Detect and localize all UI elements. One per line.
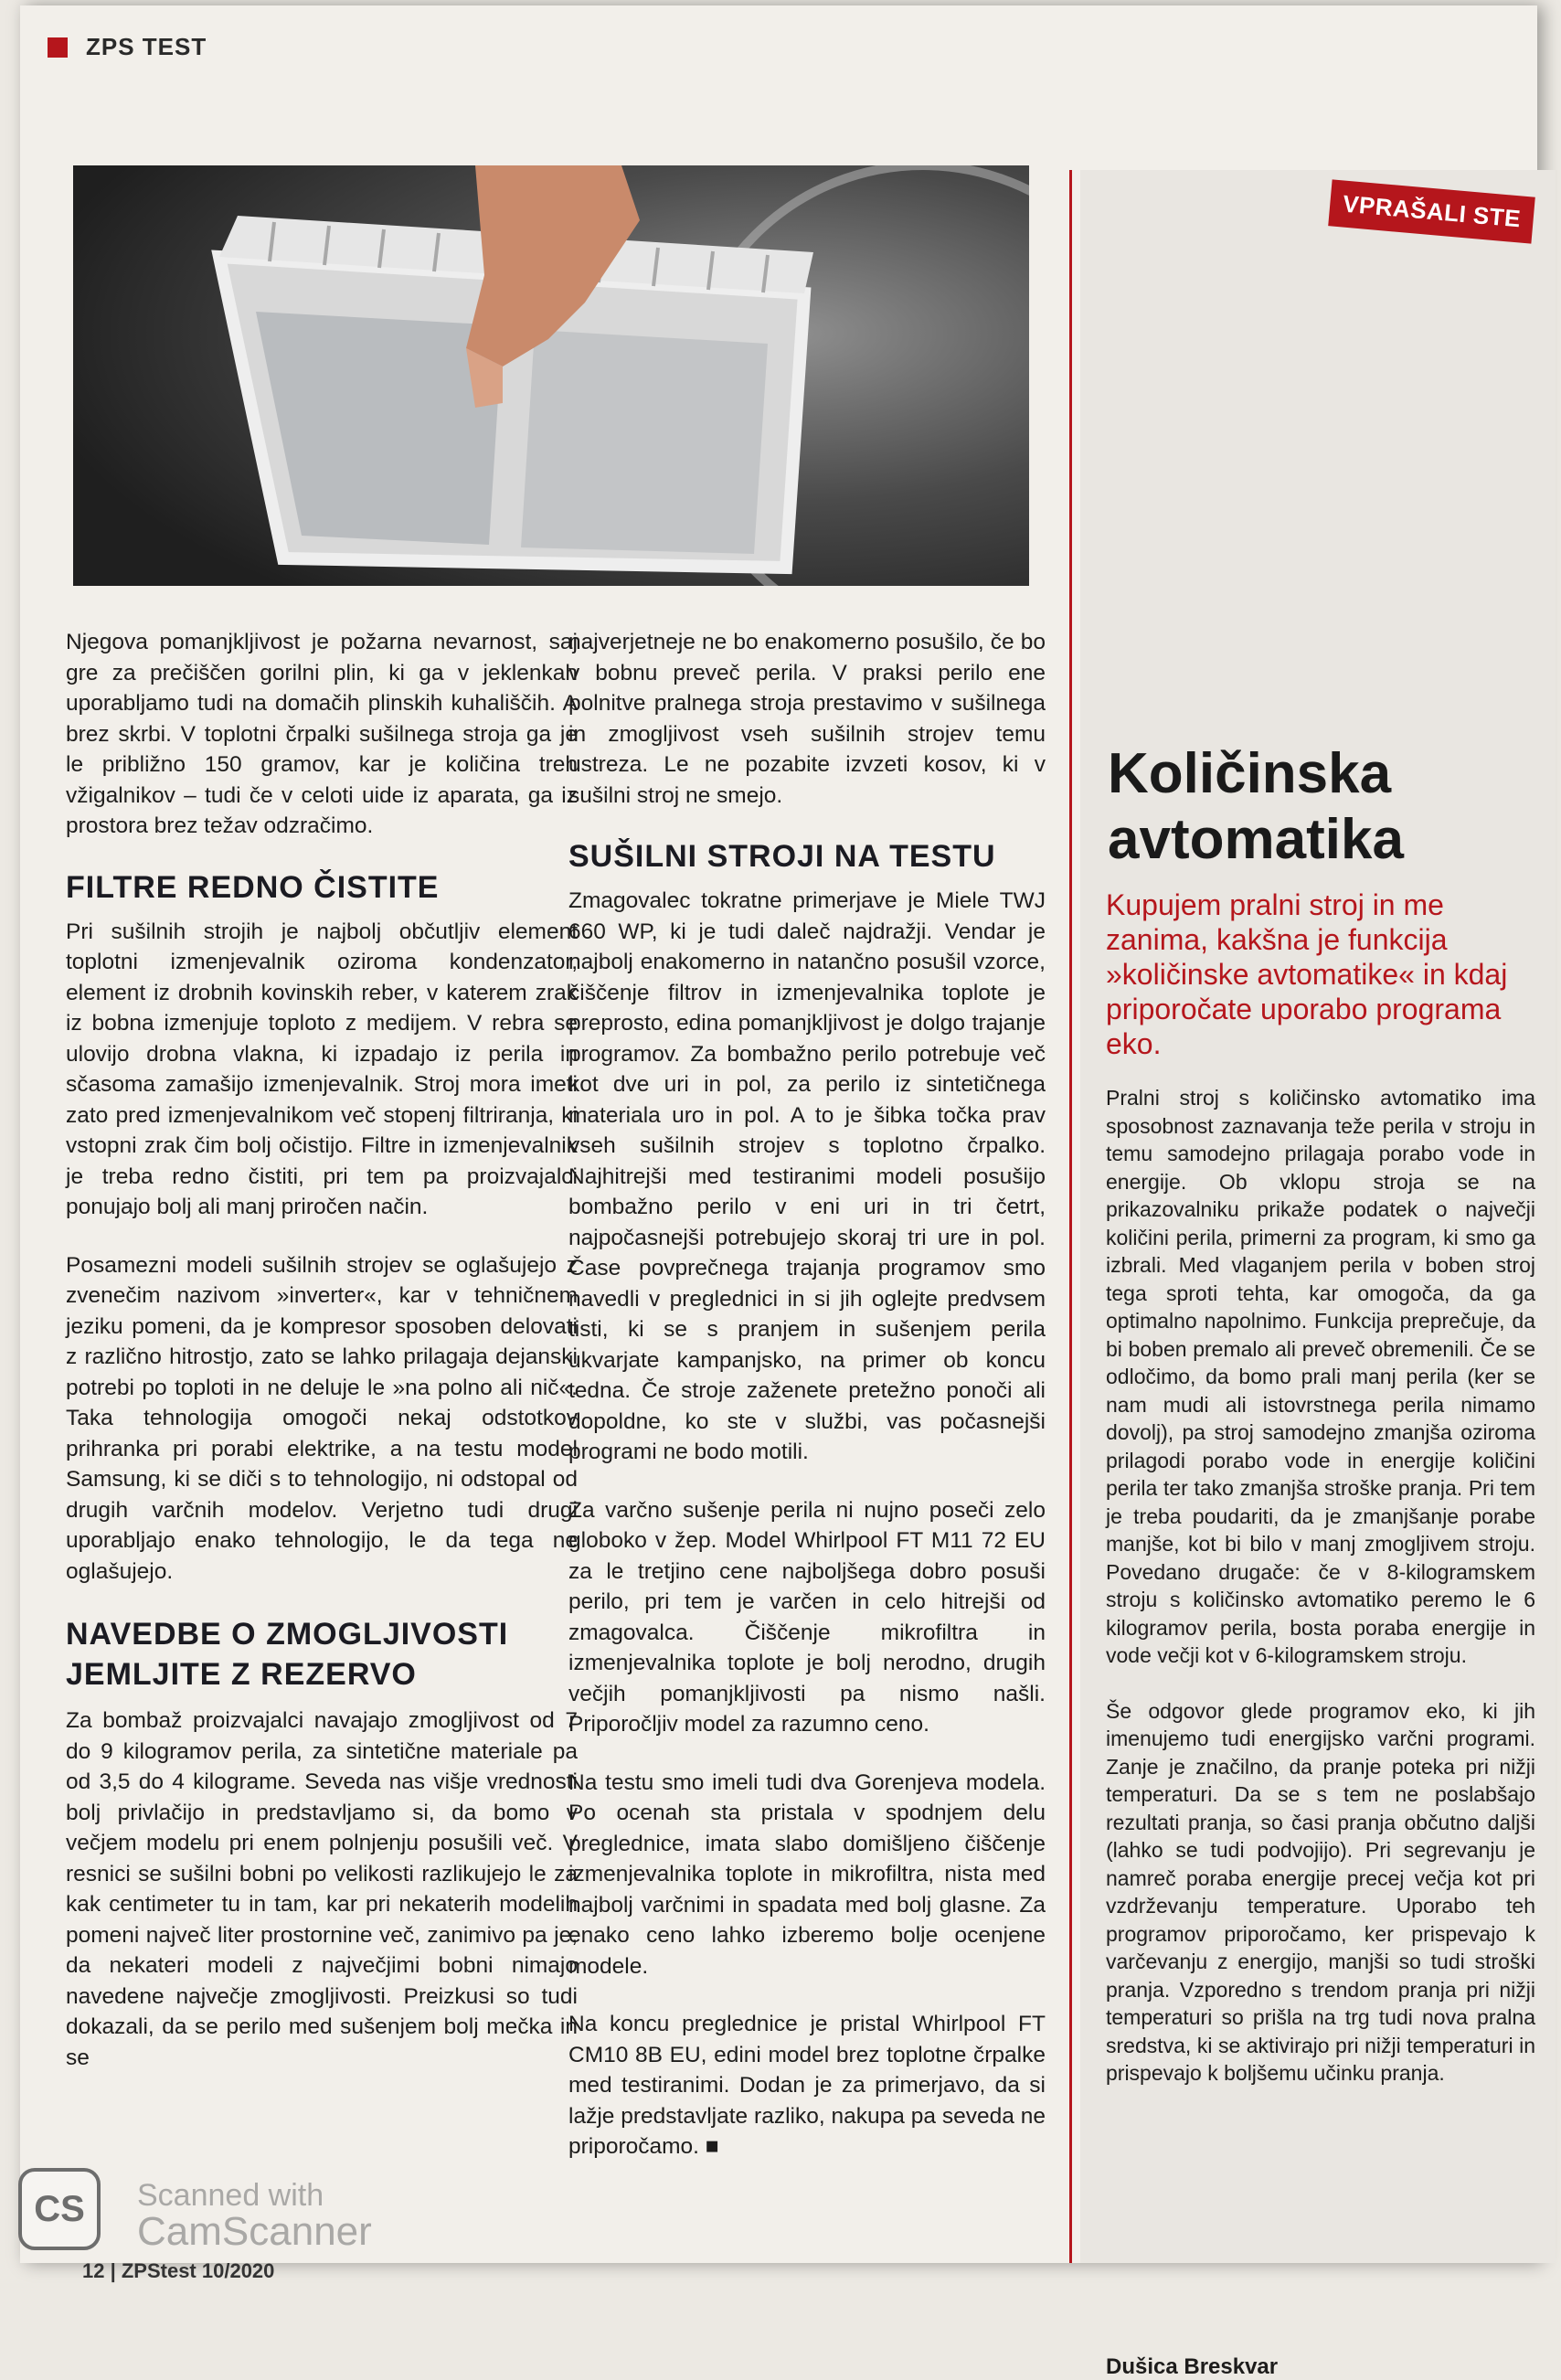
dryer-filter-photo [73,165,1029,586]
section-header [48,33,207,61]
paragraph: Zmagovalec tokratne primerjave je Miele TWJ 660 WP, ki je tudi daleč najdražji. Vendar je najbolj enakomerno in natančno posušil vzorce, čiščenje filtrov in izmenjevalnika toplote je preprosto, edina pomanjkljivost je dolgo trajanje programov. Za bombažno perilo potrebuje več kot dve uri in pol, za perilo iz sintetičnega materiala uro in pol. A to je šibka točka prav vseh sušilnih strojev s toplotno črpalko. Najhitrejši med testiranimi modeli posušijo bombažno perilo v eni uri in tri četrt, najpočasnejši potrebujejo skoraj tri ure in pol. Čase povprečnega trajanja programov smo navedli v preglednici in si jih oglejte predvsem tisti, ki se s pranjem in sušenjem perila ukvarjate kampanjsko, na primer ob koncu tedna. Če stroje zaženete pretežno ponoči ali dopoldne, ko ste v službi, vas počasnejši programi ne bodo motili. [568,888,1046,1464]
heading-filters: FILTRE REDNO ČISTITE [66,869,440,905]
paragraph: Pralni stroj s količinsko avtomatiko ima sposobnost zaznavanja teže perila v stroju in temu samodejno prilagaja porabo vode in energije. Ob vklopu stroja se na prikazovalniku prikaže podatek o največji količini perila, primerni za program, ki smo ga izbrali. Med vlaganjem perila v boben stroj tega sproti tehta, kar omogoča, da ga optimalno napolnimo. Funkcija preprečuje, da bi boben premalo ali preveč obremenili. Če se odločimo, da bomo prali manj perila (ker se nam mudi ali istovrstnega perila nimamo dovolj), pa stroj samodejno zmanjša oziroma prilagodi porabo vode in energije količini perila ter tako zmanjša stroške pranja. Pri tem je treba poudariti, da je zmanjšanje porabe manjše, kot bi bilo v manj zmogljivem stroju. Povedano drugače: če v 8-kilogramskem stroju s količinsko avtomatiko peremo le 6 kilogramov perila, bosta poraba energije in vode večji kot v 6-kilogramskem stroju. [1106,1086,1535,1667]
scanner-watermark [137,2177,372,2254]
heading-capacity: NAVEDBE O ZMOGLJIVOSTI JEMLJITE Z REZERVO [66,1617,509,1692]
sidebar-answer [1106,1084,1535,2115]
watermark-line: Scanned with [137,2178,324,2213]
paragraph: Na testu smo imeli tudi dva Gorenjeva modela. Po ocenah sta pristala v spodnjem delu preglednice, imata slabo domišljeno čiščenje izmenjevalnika toplote in mikrofiltra, nista med najbolj varčnimi in spadata med bolj glasne. Za enako ceno lahko izberemo bolje ocenjene modele. [568,1769,1046,1979]
paragraph: Še odgovor glede programov eko, ki jih imenujemo tudi energijsko varčni programi. Zanje je značilno, da pranje poteka pri nižji temperaturi. Da se s tem ne poslabšajo rezultati pranja, so časi pranja občutno daljši (lahko se tudi podvojijo). Pri segrevanju je namreč poraba energije precej večja kot pri vzdrževanju temperature. Uporabo teh programov priporočamo, ker prispevajo k varčevanju z energijo, manjši so tudi stroški pranja. Vzporedno s trendom pranja pri nižji temperaturi so prišla na trg tudi nova pralna sredstva, ki se aktivirajo pri nižji temperaturi in prispevajo k boljšemu učinku pranja. [1106,1698,1535,2085]
paragraph: Za bombaž proizvajalci navajajo zmogljivost od 7 do 9 kilogramov perila, za sintetične materiale pa od 3,5 do 4 kilograme. Seveda nas višje vrednosti bolj privlačijo in predstavljamo si, da bomo v večjem modelu pri enem polnjenju posušili več. V resnici se sušilni bobni po velikosti razlikujejo le za kak centimeter tu in tam, kar pri nekaterih modelih pomeni največ liter prostornine več, zanimivo pa je, da nekateri modeli z največjimi bobni nimajo navedene največje zmogljivosti. Preizkusi so tudi dokazali, da se perilo med sušenjem bolj mečka in se [66,1708,578,2070]
paragraph: Na koncu preglednice je pristal Whirlpool FT CM10 8B EU, edini model brez toplotne črpalke med testiranimi. Dodan je za primerjavo, da si lažje predstavljate razliko, nakupa pa seveda ne priporočamo. ■ [568,2012,1046,2159]
paragraph: Za varčno sušenje perila ni nujno poseči zelo globoko v žep. Model Whirlpool FT M11 72 EU za le tretjino cene najboljšega dobro posuši perilo, pri tem je varčen in celo hitrejši od zmagovalca. Čiščenje mikrofiltra in izmenjevalnika toplote je bolj nerodno, drugih večjih pomanjkljivosti pa nismo našli. Priporočljiv model za razumno ceno. [568,1497,1046,1737]
paragraph: Posamezni modeli sušilnih strojev se oglašujejo z zvenečim nazivom »inverter«, kar v tehničnem jeziku pomeni, da je kompresor sposoben delovati z različno hitrostjo, zato se lahko prilagaja dejanski potrebi po toploti in ne deluje le »na polno ali nič«. Taka tehnologija omogoči nekaj odstotkov prihranka pri porabi elektrike, a na testu model Samsung, ki se diči s to tehnologijo, ni odstopal od drugih varčnih modelov. Verjetno tudi drugi uporabljajo enako tehnologijo, le da tega ne oglašujejo. [66,1252,578,1584]
page-footer: 12 | ZPStest 10/2020 [82,2259,275,2282]
section-label: ZPS TEST [86,33,207,60]
sidebar-box [1080,170,1556,2379]
sidebar-question: Kupujem pralni stroj in me zanima, kakšna je funkcija »količinske avtomatike« in kdaj priporočate uporabo programa eko. [1106,888,1508,1060]
author: Dušica Breskvar [1106,2354,1279,2379]
sidebar-badge: VPRAŠALI STE [1328,179,1535,243]
magazine-page [20,5,1537,2379]
sidebar-title-line: avtomatika [1108,808,1404,871]
intro-paragraph: Njegova pomanjkljivost je požarna nevarnost, saj gre za prečiščen gorilni plin, ki ga v jeklenkah uporabljamo tudi na domačih plinskih kuhališčih. A brez skrbi. V toplotni črpalki sušilnega stroja ga je le približno 150 gramov, kar je količina treh vžigalnikov – tudi če v celoti uide iz aparata, ga iz prostora brez težav odzračimo. [66,630,578,838]
paragraph: najverjetneje ne bo enakomerno posušilo, če bo v bobnu preveč perila. V praksi perilo ene polnitve pralnega stroja prestavimo v sušilnega in zmogljivost vseh sušilnih strojev temu ustreza. Le ne pozabite izvzeti kosov, ki v sušilni stroj ne smejo. [568,630,1046,808]
text-column-2 [568,627,1046,2190]
sidebar-title [1108,741,1404,873]
camscanner-logo-icon: CS [18,2168,101,2250]
watermark-line: CamScanner [137,2209,372,2254]
paragraph: Pri sušilnih strojih je najbolj občutljiv element toplotni izmenjevalnik oziroma kondenzator, element iz drobnih kovinskih reber, v katerem zrak iz bobna izmenjuje toploto z medijem. V rebra se ulovijo drobna vlakna, ki izpadajo iz perila in sčasoma zamašijo izmenjevalnik. Stroj mora imeti zato pred izmenjevalnikom več stopenj filtriranja, ki vstopni zrak čim bolj očistijo. Filtre in izmenjevalnik je treba redno čistiti, pri tem pa proizvajalci ponujajo bolj ali manj priročen način. [66,919,578,1219]
heading-tested-dryers: SUŠILNI STROJI NA TESTU [568,839,996,874]
sidebar-title-line: Količinska [1108,742,1392,805]
text-column-1 [66,627,578,2100]
sidebar-divider [1069,170,1072,2263]
section-marker [48,37,68,58]
